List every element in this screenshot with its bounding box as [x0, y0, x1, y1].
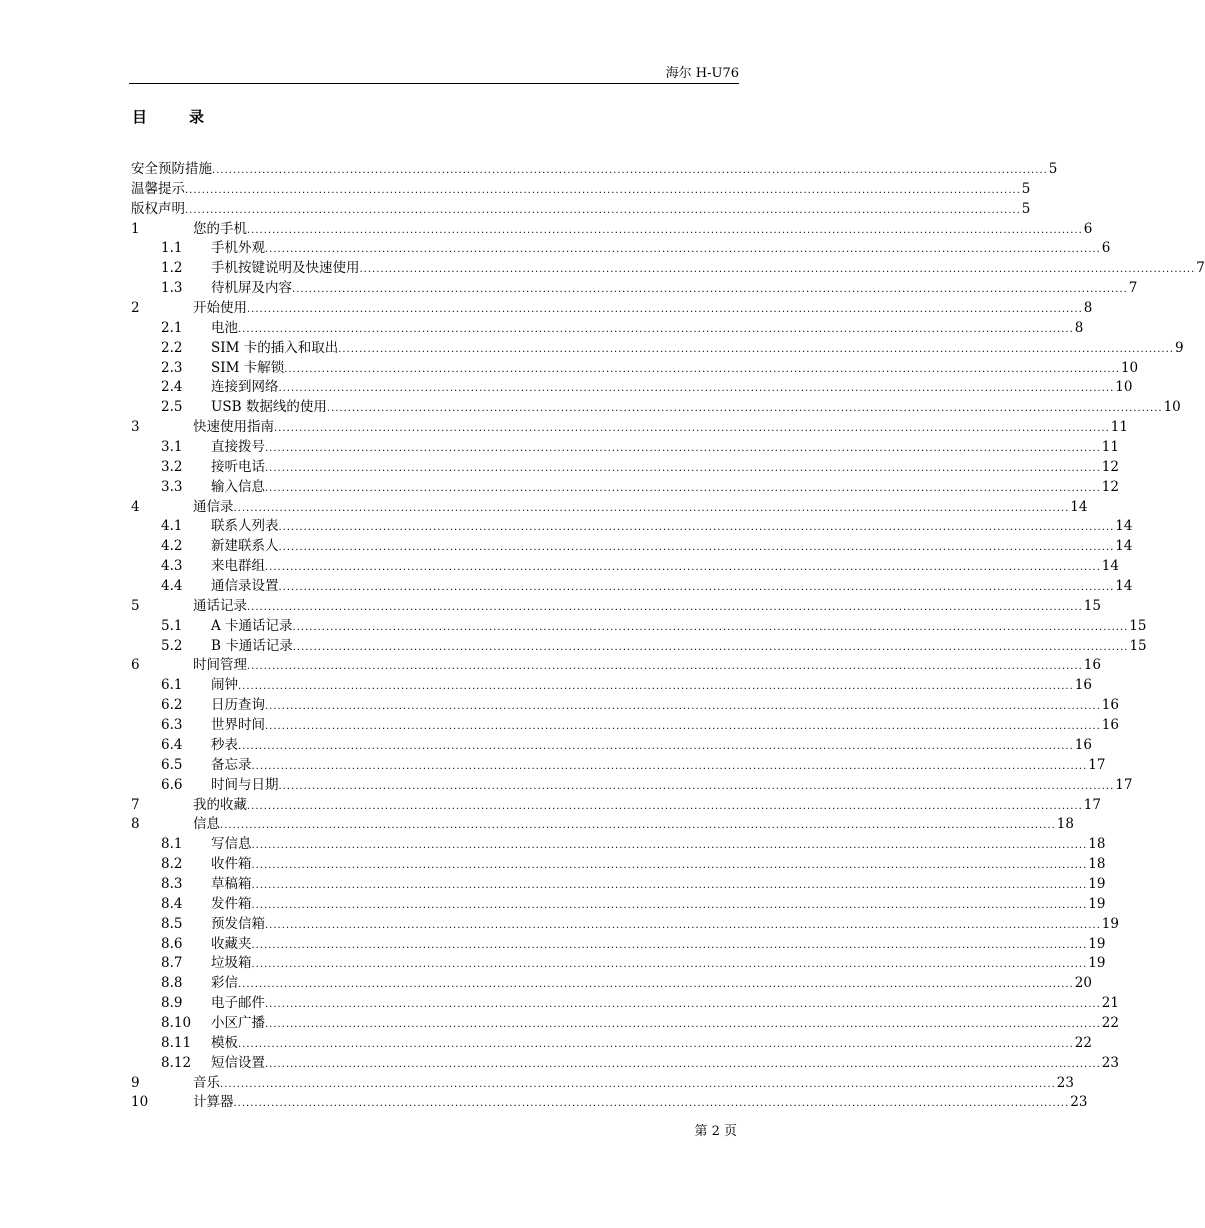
toc-entry[interactable] [131, 617, 1147, 637]
toc-entry-number: 6.3 [161, 717, 183, 734]
toc-dot-leader: ........................................................................................................................................................................................................ [265, 443, 1101, 455]
toc-entry[interactable] [131, 994, 1119, 1014]
toc-dot-leader: ........................................................................................................................................................................................................ [278, 383, 1115, 395]
toc-title-part2: 录 [189, 108, 205, 126]
toc-entry-page: 11 [1101, 439, 1119, 456]
toc-dot-leader: ........................................................................................................................................................................................................ [292, 641, 1129, 653]
toc-entry-label: 短信设置 [211, 1054, 265, 1074]
toc-dot-leader: ........................................................................................................................................................................................................ [265, 562, 1101, 574]
toc-dot-leader: ........................................................................................................................................................................................................ [247, 304, 1083, 316]
toc-dot-leader: ........................................................................................................................................................................................................ [278, 780, 1115, 792]
toc-entry-number: 1 [131, 220, 140, 237]
toc-entry[interactable] [131, 319, 1084, 339]
toc-dot-leader: ........................................................................................................................................................................................................ [292, 621, 1129, 633]
toc-entry-page: 19 [1088, 895, 1106, 912]
toc-entry[interactable] [131, 239, 1111, 259]
toc-dot-leader: ........................................................................................................................................................................................................ [238, 1038, 1074, 1050]
toc-entry-label: 预发信箱 [211, 915, 265, 935]
toc-entry-label: 模板 [211, 1034, 238, 1054]
toc-entry-label: 版权声明 [131, 200, 185, 220]
toc-dot-leader: ........................................................................................................................................................................................................ [238, 740, 1074, 752]
toc-entry[interactable] [131, 259, 1205, 279]
toc-dot-leader: ........................................................................................................................................................................................................ [251, 899, 1088, 911]
toc-entry-number: 2.4 [161, 379, 183, 396]
toc-entry-page: 15 [1129, 617, 1147, 634]
toc-entry[interactable] [131, 458, 1119, 478]
toc-entry-label: 计算器 [193, 1093, 234, 1113]
toc-entry-number: 7 [131, 796, 140, 813]
toc-entry[interactable] [131, 359, 1139, 379]
toc-entry-number: 1.1 [161, 240, 183, 257]
toc-dot-leader: ........................................................................................................................................................................................................ [233, 1098, 1070, 1110]
toc-entry-label: 电子邮件 [211, 994, 265, 1014]
toc-entry-page: 15 [1129, 637, 1147, 654]
toc-entry-page: 18 [1088, 836, 1106, 853]
toc-entry-number: 6 [131, 657, 140, 674]
toc-dot-leader: ........................................................................................................................................................................................................ [238, 979, 1074, 991]
toc-entry-number: 1.2 [161, 260, 183, 277]
toc-entry-label: 收件箱 [211, 855, 252, 875]
toc-entry-label: 小区广播 [211, 1014, 265, 1034]
toc-entry[interactable] [131, 299, 1093, 319]
toc-entry-label: A 卡通话记录 [211, 617, 293, 637]
toc-dot-leader: ........................................................................................................................................................................................................ [278, 522, 1115, 534]
toc-dot-leader: ........................................................................................................................................................................................................ [265, 462, 1101, 474]
toc-entry-label: 新建联系人 [211, 537, 279, 557]
toc-dot-leader: ........................................................................................................................................................................................................ [326, 403, 1163, 415]
toc-dot-leader: ........................................................................................................................................................................................................ [247, 224, 1083, 236]
toc-entry-label: 时间与日期 [211, 776, 279, 796]
toc-entry-page: 11 [1110, 419, 1128, 436]
toc-dot-leader: ........................................................................................................................................................................................................ [359, 264, 1196, 276]
toc-entry-number: 8.8 [161, 975, 183, 992]
toc-entry-label: 备忘录 [211, 756, 252, 776]
toc-entry[interactable] [131, 498, 1088, 518]
toc-title [132, 106, 204, 127]
table-of-contents [131, 160, 1205, 1113]
toc-dot-leader: ........................................................................................................................................................................................................ [247, 800, 1083, 812]
toc-dot-leader: ........................................................................................................................................................................................................ [251, 959, 1088, 971]
toc-entry[interactable] [131, 815, 1074, 835]
toc-entry-label: 直接拨号 [211, 438, 265, 458]
toc-entry-label: 闹钟 [211, 676, 238, 696]
toc-entry-page: 10 [1163, 399, 1181, 416]
toc-entry-page: 12 [1101, 458, 1119, 475]
toc-entry-page: 23 [1070, 1094, 1088, 1111]
toc-entry[interactable] [131, 875, 1106, 895]
toc-entry-page: 19 [1088, 875, 1106, 892]
toc-entry-page: 8 [1083, 300, 1093, 317]
toc-entry-number: 8.3 [161, 875, 183, 892]
toc-entry-page: 15 [1083, 597, 1101, 614]
toc-entry-label: 草稿箱 [211, 875, 252, 895]
toc-entry[interactable] [131, 537, 1133, 557]
toc-entry-label: 您的手机 [193, 220, 247, 240]
toc-entry-page: 22 [1074, 1034, 1092, 1051]
toc-entry-page: 19 [1088, 935, 1106, 952]
toc-entry-page: 14 [1101, 558, 1119, 575]
toc-entry[interactable] [131, 676, 1092, 696]
toc-title-part1: 目 [132, 108, 148, 126]
toc-entry-number: 2 [131, 300, 140, 317]
toc-entry[interactable] [131, 974, 1092, 994]
toc-entry-page: 20 [1074, 975, 1092, 992]
toc-entry-label: 来电群组 [211, 557, 265, 577]
toc-entry-label: 音乐 [193, 1074, 220, 1094]
toc-entry[interactable] [131, 855, 1106, 875]
toc-entry-number: 4.2 [161, 538, 183, 555]
toc-dot-leader: ........................................................................................................................................................................................................ [292, 284, 1128, 296]
toc-entry[interactable] [131, 1093, 1088, 1113]
toc-entry-number: 4.1 [161, 518, 183, 535]
toc-entry-page: 10 [1115, 379, 1133, 396]
toc-entry-page: 9 [1174, 339, 1184, 356]
toc-entry-number: 9 [131, 1074, 140, 1091]
toc-entry[interactable] [131, 835, 1106, 855]
toc-entry-label: 垃圾箱 [211, 954, 252, 974]
toc-entry-label: 连接到网络 [211, 378, 279, 398]
toc-entry[interactable] [131, 438, 1119, 458]
toc-entry-page: 10 [1120, 359, 1139, 376]
toc-dot-leader: ........................................................................................................................................................................................................ [265, 999, 1101, 1011]
toc-dot-leader: ........................................................................................................................................................................................................ [251, 879, 1088, 891]
toc-entry-number: 2.2 [161, 339, 183, 356]
toc-entry-label: 联系人列表 [211, 517, 279, 537]
toc-entry-label: 开始使用 [193, 299, 247, 319]
toc-dot-leader: ........................................................................................................................................................................................................ [278, 542, 1115, 554]
toc-entry-label: 待机屏及内容 [211, 279, 292, 299]
toc-entry-page: 16 [1083, 657, 1101, 674]
toc-entry-page: 16 [1101, 717, 1119, 734]
toc-entry[interactable] [131, 736, 1092, 756]
toc-entry[interactable] [131, 1034, 1092, 1054]
toc-entry[interactable] [131, 1054, 1119, 1074]
toc-entry-number: 2.5 [161, 399, 183, 416]
toc-entry-number: 4.4 [161, 578, 183, 595]
toc-entry-number: 6.6 [161, 776, 183, 793]
toc-entry-number: 1.3 [161, 280, 183, 297]
toc-entry-label: SIM 卡解锁 [211, 359, 284, 379]
toc-entry[interactable] [131, 279, 1138, 299]
toc-entry-label: 温馨提示 [131, 180, 185, 200]
toc-dot-leader: ........................................................................................................................................................................................................ [265, 482, 1101, 494]
toc-dot-leader: ........................................................................................................................................................................................................ [233, 502, 1070, 514]
toc-entry-number: 4 [131, 498, 140, 515]
toc-entry-page: 5 [1021, 180, 1031, 197]
toc-dot-leader: ........................................................................................................................................................................................................ [265, 721, 1101, 733]
toc-entry-page: 5 [1021, 200, 1031, 217]
toc-entry[interactable] [131, 716, 1119, 736]
toc-entry-label: USB 数据线的使用 [211, 398, 327, 418]
toc-entry-page: 6 [1101, 240, 1111, 257]
toc-dot-leader: ........................................................................................................................................................................................................ [247, 661, 1083, 673]
toc-entry-page: 8 [1074, 319, 1084, 336]
toc-entry-page: 17 [1088, 756, 1106, 773]
toc-dot-leader: ........................................................................................................................................................................................................ [212, 165, 1048, 176]
toc-dot-leader: ........................................................................................................................................................................................................ [251, 939, 1088, 951]
toc-entry[interactable] [131, 915, 1119, 935]
toc-entry-label: 我的收藏 [193, 796, 247, 816]
toc-entry-number: 2.1 [161, 319, 183, 336]
toc-entry-label: 通信录设置 [211, 577, 279, 597]
toc-dot-leader: ........................................................................................................................................................................................................ [220, 820, 1056, 832]
toc-dot-leader: ........................................................................................................................................................................................................ [284, 363, 1120, 375]
toc-entry-page: 16 [1074, 736, 1092, 753]
toc-entry-page: 5 [1048, 161, 1058, 177]
toc-entry-number: 3.3 [161, 478, 183, 495]
toc-entry-number: 5 [131, 597, 140, 614]
toc-entry[interactable] [131, 220, 1093, 240]
toc-entry-page: 19 [1088, 955, 1106, 972]
toc-dot-leader: ........................................................................................................................................................................................................ [265, 701, 1101, 713]
toc-entry-label: 时间管理 [193, 656, 247, 676]
toc-entry-number: 6.4 [161, 736, 183, 753]
toc-entry-label: 快速使用指南 [193, 418, 274, 438]
toc-entry[interactable] [131, 1074, 1074, 1094]
toc-entry[interactable] [131, 418, 1128, 438]
header-title: 海尔 H-U76 [665, 66, 739, 81]
toc-entry-label: SIM 卡的插入和取出 [211, 339, 338, 359]
toc-entry-page: 14 [1070, 498, 1088, 515]
toc-entry-label: 通信录 [193, 498, 234, 518]
toc-entry-label: 手机按键说明及快速使用 [211, 259, 360, 279]
toc-entry[interactable] [131, 577, 1133, 597]
toc-entry-number: 2.3 [161, 359, 183, 376]
toc-dot-leader: ........................................................................................................................................................................................................ [274, 423, 1110, 435]
toc-entry-number: 6.2 [161, 697, 183, 714]
toc-entry-label: 彩信 [211, 974, 238, 994]
toc-entry[interactable] [131, 339, 1184, 359]
toc-entry-page: 16 [1101, 697, 1119, 714]
toc-entry[interactable] [131, 517, 1133, 537]
toc-entry-label: 接听电话 [211, 458, 265, 478]
toc-entry[interactable] [131, 398, 1181, 418]
toc-entry-label: 收藏夹 [211, 935, 252, 955]
toc-dot-leader: ........................................................................................................................................................................................................ [251, 860, 1088, 872]
toc-entry[interactable] [131, 776, 1133, 796]
toc-dot-leader: ........................................................................................................................................................................................................ [265, 1018, 1101, 1030]
toc-entry-number: 8.6 [161, 935, 183, 952]
toc-dot-leader: ........................................................................................................................................................................................................ [185, 184, 1021, 196]
toc-entry-number: 8.12 [161, 1054, 192, 1071]
page-header [129, 62, 739, 82]
toc-entry-number: 5.2 [161, 637, 183, 654]
toc-dot-leader: ........................................................................................................................................................................................................ [265, 1058, 1101, 1070]
toc-entry-number: 3.2 [161, 458, 183, 475]
toc-entry-label: 写信息 [211, 835, 252, 855]
toc-entry-page: 18 [1056, 816, 1074, 833]
toc-entry-label: 世界时间 [211, 716, 265, 736]
toc-entry[interactable] [131, 1014, 1119, 1034]
toc-entry-label: 通话记录 [193, 597, 247, 617]
toc-entry-label: 输入信息 [211, 478, 265, 498]
toc-entry[interactable] [131, 597, 1101, 617]
toc-entry-number: 8 [131, 816, 140, 833]
toc-entry-label: B 卡通话记录 [211, 637, 293, 657]
toc-entry-number: 6.5 [161, 756, 183, 773]
toc-entry-number: 6.1 [161, 677, 183, 694]
toc-entry-page: 14 [1115, 538, 1133, 555]
toc-entry[interactable] [131, 378, 1133, 398]
toc-entry-label: 秒表 [211, 736, 238, 756]
toc-dot-leader: ........................................................................................................................................................................................................ [251, 760, 1088, 772]
toc-dot-leader: ........................................................................................................................................................................................................ [185, 204, 1021, 216]
toc-entry-label: 手机外观 [211, 239, 265, 259]
toc-dot-leader: ........................................................................................................................................................................................................ [238, 681, 1074, 693]
toc-entry-page: 17 [1083, 796, 1101, 813]
toc-dot-leader: ........................................................................................................................................................................................................ [265, 919, 1101, 931]
toc-entry-number: 3 [131, 419, 140, 436]
toc-dot-leader: ........................................................................................................................................................................................................ [338, 343, 1174, 355]
toc-entry-number: 8.10 [161, 1014, 192, 1031]
toc-entry-page: 23 [1101, 1054, 1119, 1071]
toc-entry-label: 信息 [193, 815, 220, 835]
toc-entry-number: 8.11 [161, 1034, 192, 1051]
toc-dot-leader: ........................................................................................................................................................................................................ [220, 1078, 1056, 1090]
toc-entry-label: 安全预防措施 [131, 160, 212, 180]
toc-entry[interactable] [131, 637, 1147, 657]
toc-entry-label: 电池 [211, 319, 238, 339]
toc-entry[interactable] [131, 935, 1106, 955]
toc-entry-number: 10 [131, 1094, 149, 1111]
toc-entry-page: 19 [1101, 915, 1119, 932]
toc-entry[interactable] [131, 656, 1101, 676]
toc-dot-leader: ........................................................................................................................................................................................................ [265, 244, 1101, 256]
toc-dot-leader: ........................................................................................................................................................................................................ [251, 840, 1088, 852]
toc-entry-number: 8.2 [161, 856, 183, 873]
toc-entry[interactable] [131, 478, 1119, 498]
toc-entry-page: 22 [1101, 1014, 1119, 1031]
toc-entry-number: 8.9 [161, 995, 183, 1012]
toc-entry[interactable] [131, 696, 1119, 716]
toc-entry[interactable] [131, 954, 1106, 974]
toc-entry-page: 17 [1115, 776, 1133, 793]
toc-entry[interactable] [131, 557, 1119, 577]
toc-entry[interactable] [131, 180, 1031, 200]
toc-entry-page: 18 [1088, 856, 1106, 873]
header-divider [129, 83, 739, 84]
toc-entry-label: 日历查询 [211, 696, 265, 716]
toc-entry-page: 6 [1083, 220, 1093, 237]
toc-entry-page: 16 [1074, 677, 1092, 694]
toc-entry-number: 4.3 [161, 558, 183, 575]
page-number: 第 2 页 [694, 1124, 737, 1139]
toc-entry-number: 8.5 [161, 915, 183, 932]
toc-entry-number: 8.1 [161, 836, 183, 853]
toc-entry-label: 发件箱 [211, 895, 252, 915]
toc-entry[interactable] [131, 756, 1106, 776]
toc-entry-page: 14 [1115, 578, 1133, 595]
toc-entry-number: 8.7 [161, 955, 183, 972]
toc-entry[interactable] [131, 200, 1031, 220]
toc-entry[interactable] [131, 160, 1058, 180]
toc-entry[interactable] [131, 796, 1101, 816]
toc-entry-page: 7 [1128, 280, 1138, 297]
toc-entry[interactable] [131, 895, 1106, 915]
toc-dot-leader: ........................................................................................................................................................................................................ [247, 601, 1083, 613]
toc-entry-page: 7 [1196, 260, 1205, 277]
toc-dot-leader: ........................................................................................................................................................................................................ [278, 582, 1115, 594]
toc-entry-page: 12 [1101, 478, 1119, 495]
toc-dot-leader: ........................................................................................................................................................................................................ [238, 323, 1074, 335]
toc-entry-number: 5.1 [161, 617, 183, 634]
toc-entry-number: 3.1 [161, 439, 183, 456]
toc-entry-page: 23 [1056, 1074, 1074, 1091]
toc-entry-number: 8.4 [161, 895, 183, 912]
toc-entry-page: 14 [1115, 518, 1133, 535]
toc-entry-page: 21 [1101, 995, 1119, 1012]
